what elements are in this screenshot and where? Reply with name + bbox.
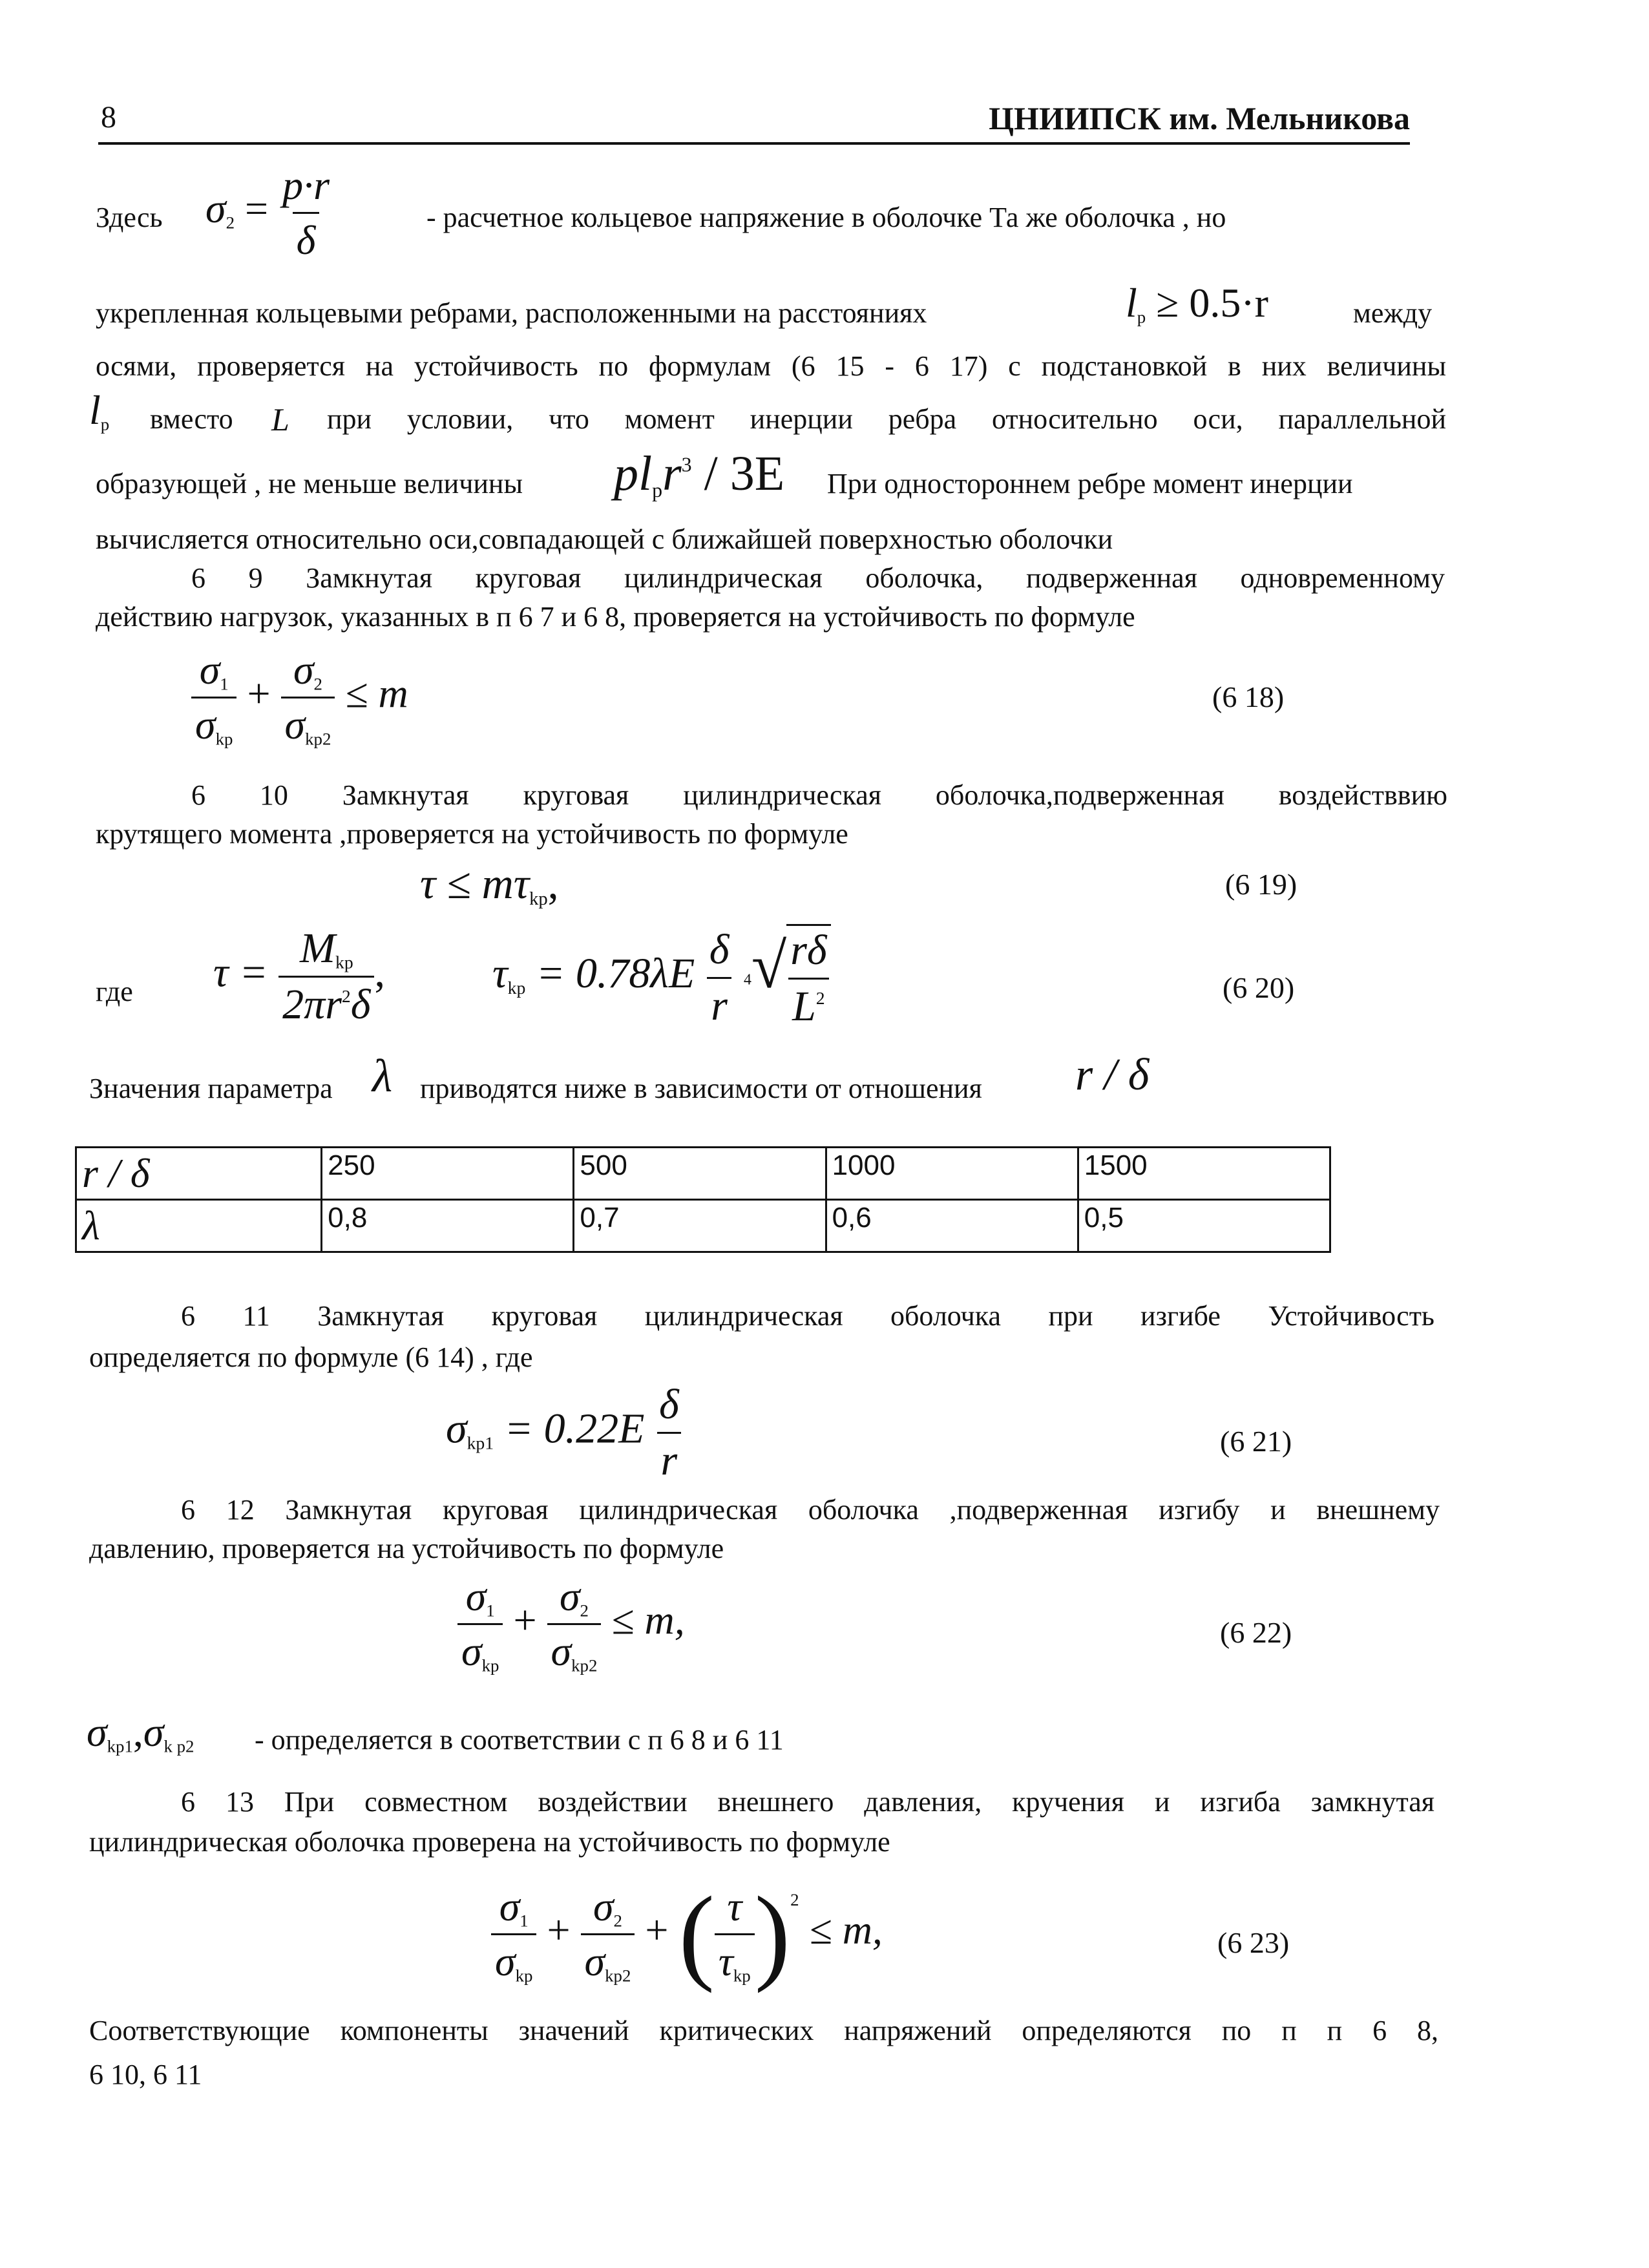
root-denominator: L [792, 983, 816, 1030]
frac-sigma2-over-sigmakp2 [581, 1883, 635, 1986]
frac-sigma2-over-sigmakp2 [281, 646, 335, 750]
table-row-lambda [76, 1200, 1330, 1252]
frac-sigma1-over-sigmakp [457, 1573, 503, 1676]
frac-sigma2-over-sigmakp2 [547, 1573, 602, 1676]
comma: , [547, 859, 559, 908]
p612-line2: давлению, проверяется на устойчивость по формуле [89, 1533, 724, 1564]
sigmakp-sub: kp [481, 1655, 499, 1675]
p610-line1: 6 10 Замкнутая круговая цилиндрическая оболочка,подверженная воздействвию [191, 779, 1447, 811]
page-header [98, 97, 1410, 145]
sigma2: σ [593, 1883, 614, 1929]
comma: , [132, 1709, 143, 1755]
p1-line4-mid: вместо [150, 403, 233, 435]
lp-condition: ≥ 0.5·r [1156, 280, 1268, 326]
sigmakp-sub: kp [215, 729, 233, 749]
tau-equals: τ = [213, 949, 268, 996]
lp-symbol: l [1126, 280, 1137, 326]
rhs-078-lambda-e: = 0.78λE [536, 950, 695, 998]
sigma1: σ [499, 1883, 520, 1929]
p1-line5-end: При одностороннем ребре момент инерции [827, 468, 1353, 499]
final-line1: Соответствующие компоненты значений критических напряжений определяются по п п 6 8, [89, 2015, 1438, 2046]
taukp-sub: kp [529, 888, 548, 909]
r-power: 3 [681, 453, 692, 476]
table-cell: 0,7 [574, 1200, 826, 1252]
p1-line2-end: между [1353, 297, 1433, 329]
sigmakp1-sub: kp1 [467, 1433, 494, 1453]
table-cell: 0,5 [1078, 1200, 1330, 1252]
plus-sign: + [513, 1597, 537, 1643]
equation-6-21 [446, 1380, 683, 1486]
frac-sigma1-over-sigmakp [491, 1883, 536, 1986]
frac-tau-over-taukp [715, 1883, 755, 1986]
sigmakp1: σ [87, 1709, 107, 1755]
eq-number-6-22: (6 22) [1220, 1616, 1292, 1649]
eq-number-6-18: (6 18) [1212, 680, 1285, 713]
sigmakp2: σ [584, 1938, 605, 1984]
table-cell: 500 [574, 1148, 826, 1200]
table-cell: 0,6 [826, 1200, 1078, 1252]
r-power: 2 [341, 986, 351, 1007]
sigma1-sub: 1 [520, 1911, 529, 1930]
sigma2: σ [559, 1573, 580, 1619]
formula-sigma2: $\sigma_2$ = $\frac{p\cdot r}{\delta}$ [205, 162, 333, 264]
equation-6-23 [491, 1873, 883, 1996]
p1-line1-rest: - расчетное кольцевое напряжение в оболочке Та же оболочка , но [426, 202, 1226, 233]
p1-line4-end: при условии, что момент инерции ребра относительно оси, параллельной [327, 403, 1446, 435]
running-title: ЦНИИПСК им. Мельникова [989, 100, 1410, 136]
tau-symbol: τ [492, 950, 508, 998]
note-sigma-text: - определяется в соответствии с п 6 8 и 6 11 [255, 1724, 784, 1756]
where-label: где [96, 976, 133, 1007]
note-sigma-symbols [87, 1708, 194, 1756]
equation-6-20-tau [213, 924, 385, 1029]
table-header-ratio: r / δ [76, 1148, 322, 1200]
p69-line2: действию нагрузок, указанных в п 6 7 и 6 8, проверяется на устойчивость по формуле [96, 601, 1135, 633]
sigmakp2: σ [143, 1709, 164, 1755]
frac-denominator: r [657, 1432, 682, 1486]
p612-line1: 6 12 Замкнутая круговая цилиндрическая оболочка ,подверженная изгибу и внешнему [181, 1494, 1440, 1526]
frac-sigma1-over-sigmakp [191, 646, 236, 750]
frac-numerator: δ [659, 1381, 679, 1428]
sigma1-sub: 1 [220, 674, 229, 694]
sigma-symbol: σ [446, 1405, 467, 1453]
sigmakp2: σ [284, 702, 306, 748]
lambda-line-mid: приводятся ниже в зависимости от отношения [420, 1073, 982, 1104]
plus-sign: + [247, 670, 271, 717]
sigma2: σ [293, 647, 314, 693]
frac-delta-over-r [655, 1380, 683, 1486]
table-cell: 1500 [1078, 1148, 1330, 1200]
tau-le-mtau: τ ≤ mτ [420, 859, 530, 908]
table-cell: 250 [322, 1148, 574, 1200]
final-line2: 6 10, 6 11 [89, 2059, 202, 2090]
formula-lp-condition [1126, 279, 1268, 327]
le-m: ≤ m, [809, 1907, 883, 1953]
frac-numerator: p·r [282, 162, 330, 208]
delta-symbol: δ [350, 981, 371, 1028]
lambda-symbol: λ [372, 1050, 393, 1102]
sigmakp2-sub: k p2 [163, 1736, 194, 1756]
sigma1: σ [199, 647, 220, 693]
plus-sign: + [645, 1907, 669, 1953]
table-header-lambda: λ [76, 1200, 322, 1252]
taukp: τ [718, 1938, 733, 1984]
equation-6-20-taukp [492, 924, 831, 1031]
sigma2-sub: 2 [613, 1911, 622, 1930]
p69-line1: 6 9 Замкнутая круговая цилиндрическая оболочка, подверженная одновременному [191, 562, 1445, 594]
plus-sign: + [547, 1907, 571, 1953]
root-index: 4 [743, 971, 751, 989]
sigma2-sub: 2 [580, 1601, 589, 1621]
sigmakp-sub: kp [515, 1966, 533, 1986]
sigmakp1-sub: kp1 [107, 1736, 133, 1756]
frac-delta-over-r [706, 925, 733, 1031]
eq-number-6-23: (6 23) [1217, 1926, 1290, 1959]
lp-symbol: l [89, 387, 101, 433]
sigmakp2-sub: kp2 [571, 1655, 598, 1675]
formula-plr3 [614, 446, 784, 502]
sigmakp2-sub: kp2 [605, 1966, 631, 1986]
table-row-ratio [76, 1148, 1330, 1200]
symbol-L: L [271, 401, 289, 437]
p610-line2: крутящего момента ,проверяется на устойчивость по формуле [96, 818, 848, 850]
eq-number-6-20: (6 20) [1223, 971, 1295, 1004]
frac-numerator: δ [709, 925, 730, 973]
pl-sub: p [652, 479, 663, 502]
table-cell: 0,8 [322, 1200, 574, 1252]
lambda-table [75, 1146, 1331, 1253]
lambda-line-start: Значения параметра [89, 1073, 333, 1104]
m-symbol: M [299, 925, 335, 972]
rhs-022-e: = 0.22E [504, 1405, 645, 1453]
p611-line2: определяется по формуле (6 14) , где [89, 1341, 533, 1373]
sigma1: σ [465, 1573, 487, 1619]
right-paren: ) [754, 1874, 791, 1993]
sigmakp2-sub: kp2 [305, 729, 331, 749]
equation-6-19 [420, 858, 559, 910]
sigma2-sub: 2 [313, 674, 322, 694]
frac-denominator: δ [293, 212, 320, 264]
root-numerator: rδ [790, 927, 827, 974]
sigmakp: σ [195, 702, 216, 748]
p611-line1: 6 11 Замкнутая круговая цилиндрическая оболочка при изгибе Устойчивость [181, 1300, 1434, 1332]
frac-denominator: r [707, 977, 731, 1031]
taukp-sub: kp [733, 1966, 751, 1986]
sigmakp: σ [495, 1938, 516, 1984]
formula-lp [89, 386, 109, 434]
table-cell: 1000 [826, 1148, 1078, 1200]
p613-line1: 6 13 При совместном воздействии внешнего давления, кручения и изгиба замкнутая [181, 1786, 1434, 1818]
root-den-power: 2 [815, 988, 825, 1009]
lp-sub: p [100, 414, 110, 434]
eq-number-6-21: (6 21) [1220, 1425, 1292, 1458]
p1-line2-start: укрепленная кольцевыми ребрами, расположенными на расстояниях [96, 297, 927, 329]
p613-line2: цилиндрическая оболочка проверена на устойчивость по формуле [89, 1826, 890, 1858]
page-number: 8 [101, 100, 116, 134]
tau-sub: kp [507, 977, 526, 998]
eq-number-6-19: (6 19) [1225, 868, 1297, 901]
power-2: 2 [790, 1890, 799, 1910]
fraction-pr-over-delta [278, 162, 333, 264]
sigma1-sub: 1 [486, 1601, 495, 1621]
lp-sub: p [1137, 307, 1146, 327]
equation-6-18 [191, 646, 408, 750]
sigma-symbol: σ [205, 185, 226, 232]
ratio-symbol: r / δ [1075, 1050, 1150, 1100]
sigma-sub: 2 [226, 213, 235, 233]
left-paren: ( [678, 1874, 715, 1993]
root-fraction [786, 924, 830, 1031]
p1-line5-start: образующей , не меньше величины [96, 468, 523, 499]
tau-symbol: τ [727, 1883, 742, 1929]
m-sub: kp [335, 952, 353, 972]
le-m: ≤ m, [611, 1597, 685, 1643]
r-symbol: r [662, 446, 682, 501]
le-m: ≤ m [345, 670, 408, 717]
two-pi-r: 2πr [282, 981, 342, 1028]
p1-line3: осями, проверяется на устойчивость по формулам (6 15 - 6 17) с подстановкой в них величины [96, 350, 1446, 382]
radical-sign: √ [751, 931, 787, 1002]
comma: , [374, 949, 385, 996]
pl-symbol: pl [614, 446, 653, 501]
sigmakp: σ [461, 1628, 482, 1675]
equation-6-22 [457, 1573, 685, 1676]
frac-mkp-over-2pir2delta [278, 924, 374, 1029]
p1-line1-label: Здесь [96, 202, 163, 233]
pl-tail: / 3E [691, 446, 785, 501]
p1-line6: вычисляется относительно оси,совпадающей с ближайшей поверхностью оболочки [96, 523, 1113, 555]
sigmakp2: σ [551, 1628, 572, 1675]
